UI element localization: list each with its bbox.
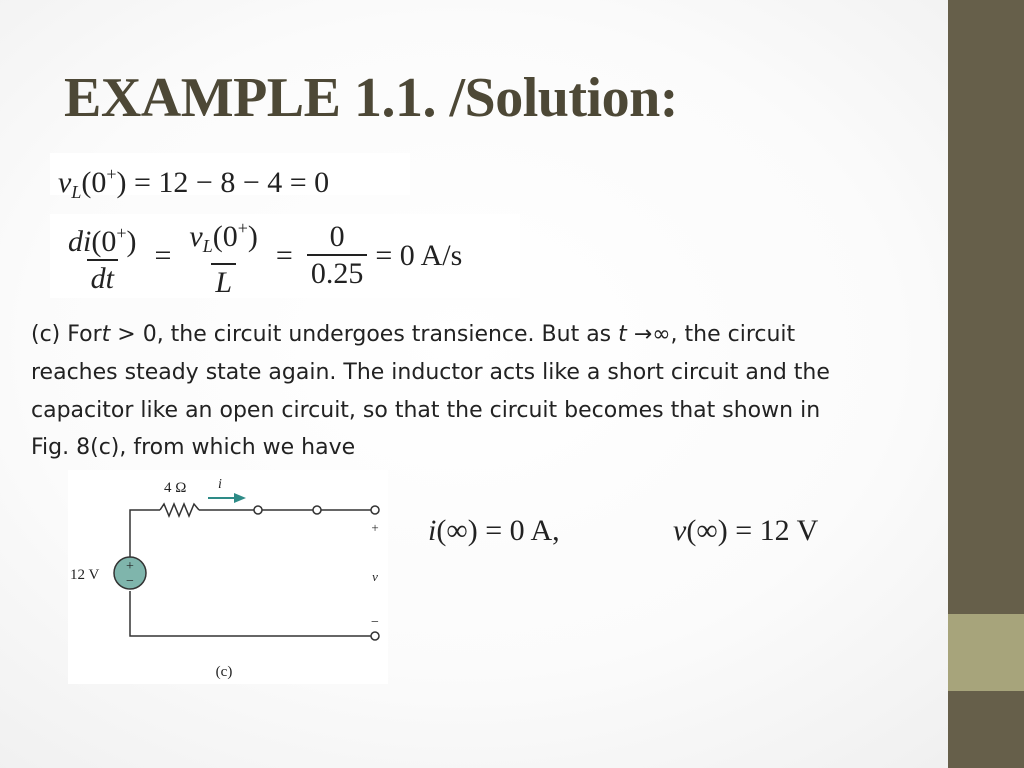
source-label: 12 V [70,567,100,583]
equation-steady-voltage: v(∞) = 12 V [673,514,819,547]
resistor-label: 4 Ω [164,480,187,496]
equation-inductor-voltage: $v_L(0^+) = 12 - 8 - 4 = 0$ [50,153,410,195]
node-2 [313,506,321,514]
current-arrowhead-icon [234,493,246,503]
terminal-top [371,506,379,514]
terminal-minus: − [371,615,379,630]
fraction-vl-over-l: $\frac{v_L(0^+)}{L}$ [189,218,258,299]
equation-current-derivative: $\frac{di(0^+)}{dt}$ = $\frac{v_L(0^+)}{L}$ = $\frac{0}{0.25}$ = 0 A/s [50,214,520,298]
circuit-caption: (c) [215,664,233,680]
terminal-plus: + [371,520,379,535]
circuit-svg [68,470,388,684]
source-minus: − [126,574,134,589]
wire-left-bottom [130,591,371,636]
resistor-zigzag [160,504,199,516]
explanation-paragraph: (c) Fort > 0, the circuit undergoes transience. But as t →∞, the circuit reaches steady state again. The inductor acts like a short circuit and the capacitor like an open circuit, so that the circuit becomes that shown in Fig. 8(c), from which we have [31,322,830,461]
terminal-bottom [371,632,379,640]
source-plus: + [126,559,134,574]
equation-steady-current: i(∞) = 0 A, [428,514,560,547]
fraction-zero-over-value: $\frac{0}{0.25}$ [307,220,368,292]
node-1 [254,506,262,514]
sidebar-accent-block [948,614,1024,691]
terminal-v: v [372,569,378,584]
circuit-diagram [68,470,388,684]
slide-title: EXAMPLE 1.1. /Solution: [64,67,678,129]
current-label: i [218,477,222,492]
fraction-di-dt: $\frac{di(0^+)}{dt}$ [68,222,137,295]
